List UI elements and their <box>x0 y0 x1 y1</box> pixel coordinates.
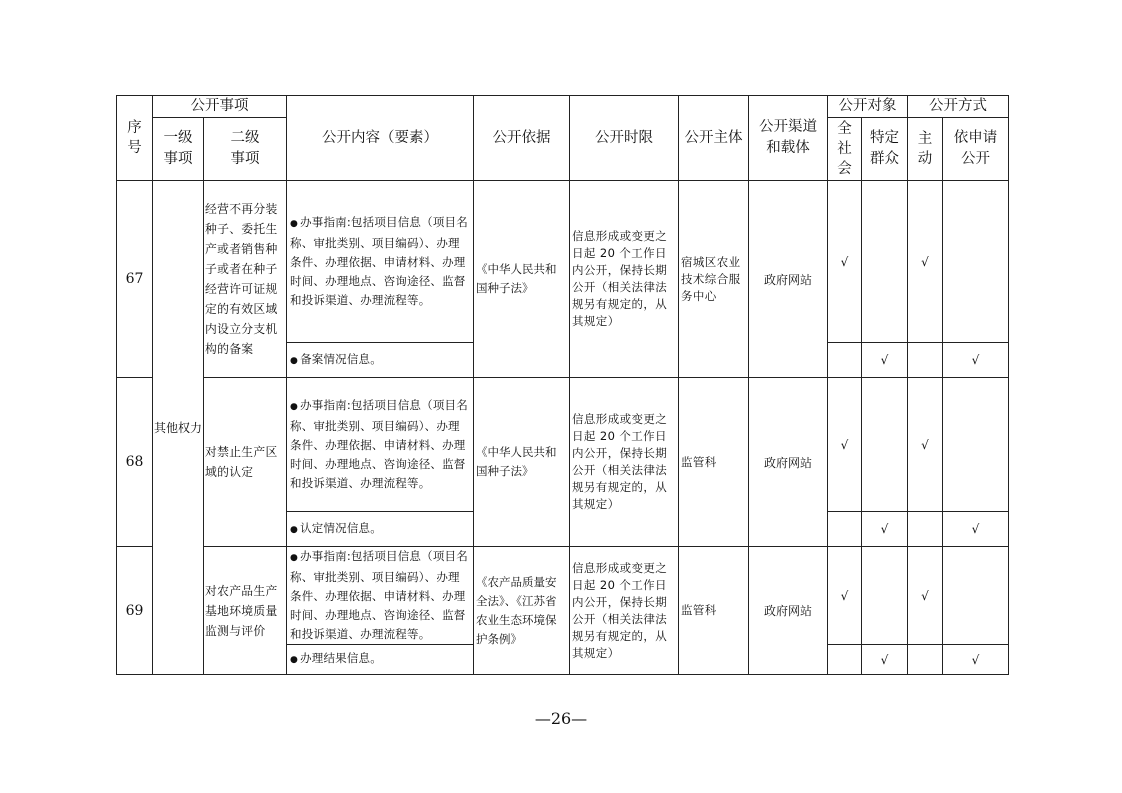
content-sub: ● 备案情况信息。 <box>287 343 474 378</box>
header-items-group: 公开事项 <box>153 96 287 118</box>
subject: 宿城区农业技术综合服务中心 <box>679 181 749 378</box>
time-limit: 信息形成或变更之日起 20 个工作日内公开，保持长期公开（相关法律法规另有规定的，从其规定） <box>570 378 679 547</box>
table-row <box>117 547 1009 645</box>
check-method-request <box>943 378 1009 512</box>
content-main: ● 办事指南:包括项目信息（项目名称、审批类别、项目编码）、办理条件、办理依据、申请材料、办理时间、办理地点、咨询途径、监督和投诉渠道、办理流程等。 <box>287 547 474 645</box>
time-limit: 信息形成或变更之日起 20 个工作日内公开，保持长期公开（相关法律法规另有规定的，从其规定） <box>570 181 679 378</box>
check-target-all <box>828 645 862 675</box>
bullet-icon: ● <box>290 219 299 229</box>
time-limit: 信息形成或变更之日起 20 个工作日内公开，保持长期公开（相关法律法规另有规定的，从其规定） <box>570 547 679 675</box>
table-row <box>117 181 1009 343</box>
bullet-icon: ● <box>290 553 299 563</box>
content-sub: ● 认定情况信息。 <box>287 512 474 547</box>
header-content: 公开内容（要素） <box>287 96 474 181</box>
check-target-all: √ <box>828 547 862 645</box>
disclosure-table <box>116 95 1009 675</box>
header-level1: 一级事项 <box>153 118 204 181</box>
header-level2: 二级事项 <box>204 118 287 181</box>
header-method-request: 依申请公开 <box>943 118 1009 181</box>
level2-item: 对禁止生产区域的认定 <box>204 378 287 547</box>
channel: 政府网站 <box>749 181 828 378</box>
check-method-active <box>908 645 943 675</box>
header-target-group: 公开对象 <box>828 96 908 118</box>
bullet-icon: ● <box>290 655 299 665</box>
basis: 《中华人民共和国种子法》 <box>474 181 570 378</box>
content-main: ● 办事指南:包括项目信息（项目名称、审批类别、项目编码）、办理条件、办理依据、申请材料、办理时间、办理地点、咨询途径、监督和投诉渠道、办理流程等。 <box>287 378 474 512</box>
page-number: —26— <box>534 709 588 728</box>
table-row <box>117 378 1009 512</box>
header-subject: 公开主体 <box>679 96 749 181</box>
basis: 《农产品质量安全法》、《江苏省农业生态环境保护条例》 <box>474 547 570 675</box>
check-target-specific <box>862 181 908 343</box>
check-target-specific: √ <box>862 343 908 378</box>
level2-item: 对农产品生产基地环境质量监测与评价 <box>204 547 287 675</box>
channel: 政府网站 <box>749 547 828 675</box>
header-basis: 公开依据 <box>474 96 570 181</box>
header-channel: 公开渠道和载体 <box>749 96 828 181</box>
check-method-request: √ <box>943 343 1009 378</box>
header-seq: 序号 <box>117 96 153 181</box>
check-method-request: √ <box>943 512 1009 547</box>
check-method-active <box>908 343 943 378</box>
subject: 监管科 <box>679 378 749 547</box>
header-target-all: 全社会 <box>828 118 862 181</box>
check-target-all: √ <box>828 378 862 512</box>
check-target-specific <box>862 547 908 645</box>
check-target-all <box>828 343 862 378</box>
basis: 《中华人民共和国种子法》 <box>474 378 570 547</box>
level2-item: 经营不再分装种子、委托生产或者销售种子或者在种子经营许可证规定的有效区域内设立分支机构的备案 <box>204 181 287 378</box>
header-method-group: 公开方式 <box>908 96 1009 118</box>
row-seq: 67 <box>117 181 153 378</box>
bullet-icon: ● <box>290 524 299 535</box>
row-seq: 68 <box>117 378 153 547</box>
channel: 政府网站 <box>749 378 828 547</box>
check-target-all: √ <box>828 181 862 343</box>
bullet-icon: ● <box>290 355 299 366</box>
check-target-specific: √ <box>862 645 908 675</box>
header-target-specific: 特定群众 <box>862 118 908 181</box>
check-target-specific: √ <box>862 512 908 547</box>
check-method-active <box>908 512 943 547</box>
check-target-all <box>828 512 862 547</box>
check-method-request <box>943 181 1009 343</box>
bullet-icon: ● <box>290 402 299 412</box>
check-method-active: √ <box>908 181 943 343</box>
check-method-active: √ <box>908 547 943 645</box>
check-method-active: √ <box>908 378 943 512</box>
row-seq: 69 <box>117 547 153 675</box>
level1-item: 其他权力 <box>153 181 204 675</box>
header-method-active: 主动 <box>908 118 943 181</box>
check-method-request <box>943 547 1009 645</box>
check-method-request: √ <box>943 645 1009 675</box>
check-target-specific <box>862 378 908 512</box>
subject: 监管科 <box>679 547 749 675</box>
content-main: ● 办事指南:包括项目信息（项目名称、审批类别、项目编码）、办理条件、办理依据、申请材料、办理时间、办理地点、咨询途径、监督和投诉渠道、办理流程等。 <box>287 181 474 343</box>
header-time-limit: 公开时限 <box>570 96 679 181</box>
content-sub: ● 办理结果信息。 <box>287 645 474 675</box>
